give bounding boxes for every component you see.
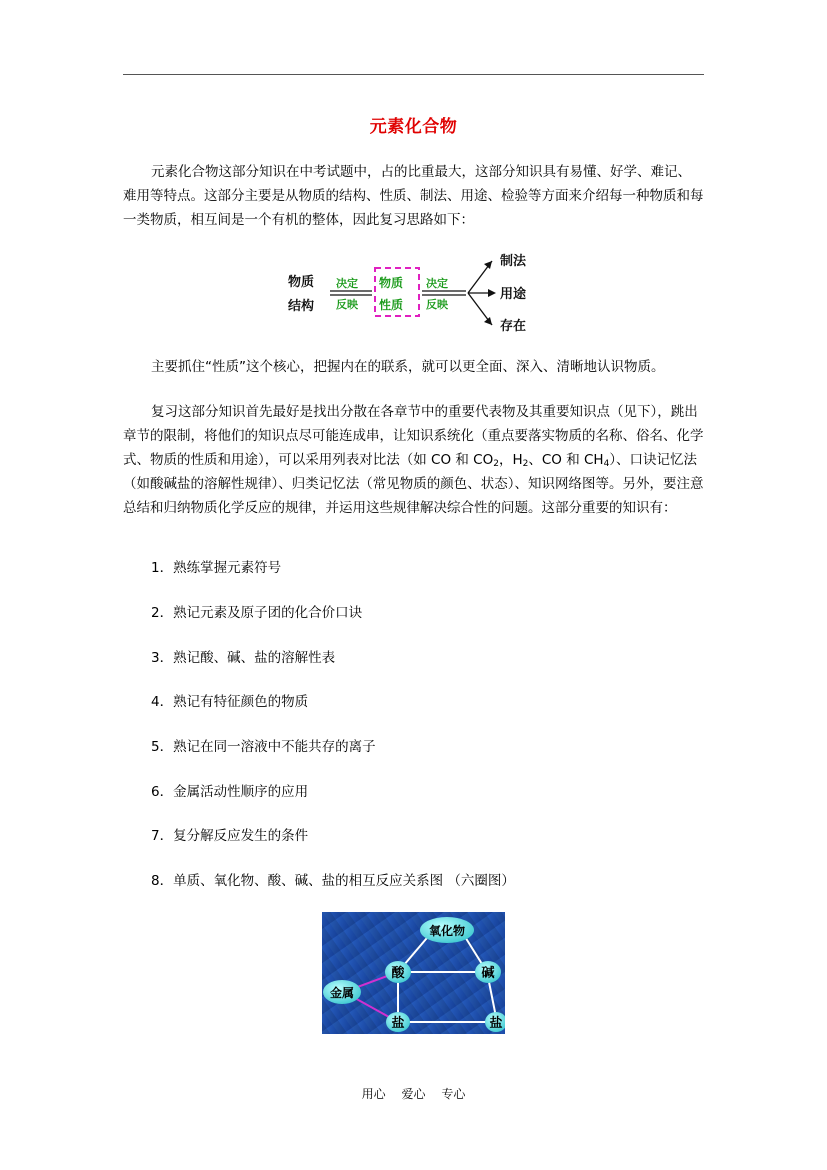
footer-word-2: 爱心 <box>401 1087 426 1101</box>
arrow2-top-label: 决定 <box>426 277 448 290</box>
diagram-center-bottom: 性质 <box>379 298 404 312</box>
diagram-left-bottom: 结构 <box>288 299 315 314</box>
arrow1-top-label: 决定 <box>336 277 358 290</box>
list-item-3: 3．熟记酸、碱、盐的溶解性表 <box>151 650 336 666</box>
footer-word-3: 专心 <box>441 1087 466 1101</box>
structure-property-diagram <box>280 250 540 336</box>
page-title: 元素化合物 <box>369 117 458 137</box>
review-paragraph: 复习这部分知识首先最好是找出分散在各章节中的重要代表物及其重要知识点（见下），跳出章节的限制，将他们的知识点尽可能连成串，让知识系统化（重点要落实物质的名称、俗名、化学式、物质的性质和用途），可以采用列表对比法（如 CO 和 $CO_2$，$H_2$、CO 和 $CH_4$）、口诀记忆法（如酸碱盐的溶解性规律）、归类记忆法（常见物质的颜色、状态）、知识网络图等。另外，要注意总结和归纳物质化学反应的规律，并运用这些规律解决综合性的问题。这部分重要的知识有： <box>123 404 704 516</box>
list-item-2: 2．熟记元素及原子团的化合价口诀 <box>151 605 363 621</box>
list-item-1: 1．熟练掌握元素符号 <box>151 560 282 576</box>
list-item-8: 8．单质、氧化物、酸、碱、盐的相互反应关系图 （六圈图） <box>151 873 515 889</box>
arrow2-bottom-label: 反映 <box>426 298 448 311</box>
node-acid-label: 酸 <box>391 966 405 981</box>
node-base-label: 碱 <box>481 966 495 981</box>
out-use: 用途 <box>500 287 527 302</box>
list-item-4: 4．熟记有特征颜色的物质 <box>151 694 309 710</box>
node-salt-right-label: 盐 <box>489 1016 503 1031</box>
node-metal-label: 金属 <box>329 986 355 1000</box>
out-make: 制法 <box>500 254 527 269</box>
header-rule <box>123 74 704 75</box>
list-item-5: 5．熟记在同一溶液中不能共存的离子 <box>151 739 376 755</box>
list-item-7: 7．复分解反应发生的条件 <box>151 828 309 844</box>
out-exist: 存在 <box>500 319 527 334</box>
intro-paragraph: 元素化合物这部分知识在中考试题中，占的比重最大，这部分知识具有易懂、好学、难记、难用等特点。这部分主要是从物质的结构、性质、制法、用途、检验等方面来介绍每一种物质和每一类物质，相互间是一个有机的整体，因此复习思路如下： <box>123 164 704 228</box>
diagram-center-top: 物质 <box>379 276 404 290</box>
page-footer <box>0 1085 827 1102</box>
core-paragraph: 主要抓住“性质”这个核心，把握内在的联系，就可以更全面、深入、清晰地认识物质。 <box>151 359 665 375</box>
arrow1-bottom-label: 反映 <box>336 298 358 311</box>
list-item-6: 6．金属活动性顺序的应用 <box>151 784 309 800</box>
branch-lower-arrowhead <box>484 317 492 325</box>
branch-upper-arrowhead <box>484 261 492 269</box>
diagram-left-top: 物质 <box>288 275 315 290</box>
branch-middle-arrowhead <box>488 289 496 297</box>
node-salt-left-label: 盐 <box>391 1016 405 1031</box>
footer-word-1: 用心 <box>361 1087 386 1101</box>
node-oxide-label: 氧化物 <box>428 924 466 938</box>
six-circle-diagram <box>322 912 505 1034</box>
